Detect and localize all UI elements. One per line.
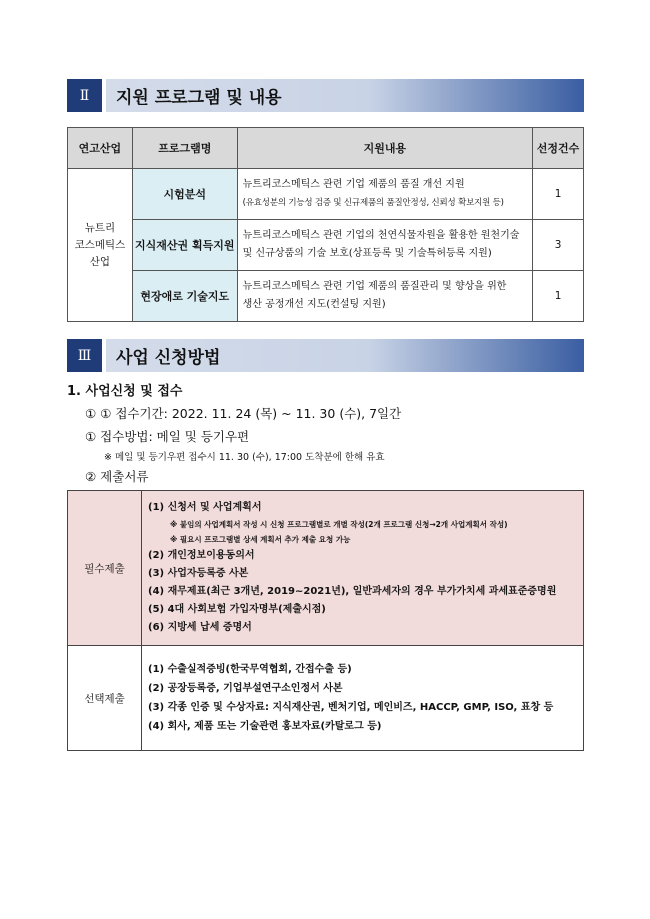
list-item: (1) 신청서 및 사업계획서 <box>148 502 262 513</box>
selection-count: 1 <box>533 271 584 322</box>
program-description: 뉴트리코스메틱스 관련 기업 제품의 품질 개선 지원 (유효성분의 기능성 검증 및 신규제품의 품질안정성, 신뢰성 확보지원 등) <box>237 169 532 220</box>
documents-table <box>67 490 584 751</box>
selection-count: 3 <box>533 220 584 271</box>
column-header: 선정건수 <box>533 128 584 169</box>
category-cell: 필수제출 <box>68 491 142 646</box>
program-description: 뉴트리코스메틱스 관련 기업 제품의 품질관리 및 향상을 위한 생산 공정개선 지도(컨설팅 지원) <box>237 271 532 322</box>
program-table <box>67 127 584 322</box>
application-method: ① 접수방법: 메일 및 등기우편 <box>85 429 250 444</box>
list-item: (3) 사업자등록증 사본 <box>148 568 249 579</box>
method-note: ※ 메일 및 등기우편 접수시 11. 30 (수), 17:00 도착분에 한해 유효 <box>104 452 385 463</box>
section-title: 지원 프로그램 및 내용 <box>106 79 584 112</box>
application-period: ① ① 접수기간: 2022. 11. 24 (목) ~ 11. 30 (수), 7일간 <box>85 406 402 421</box>
column-header: 프로그램명 <box>132 128 237 169</box>
list-item: (5) 4대 사회보험 가입자명부(제출시점) <box>148 604 326 615</box>
list-item: (1) 수출실적증빙(한국무역협회, 간접수출 등) <box>148 664 352 675</box>
section-header-3 <box>67 339 584 372</box>
category-cell: 선택제출 <box>68 646 142 751</box>
industry-cell: 뉴트리 코스메틱스 산업 <box>68 169 133 322</box>
table-row <box>68 491 584 646</box>
program-description: 뉴트리코스메틱스 관련 기업의 천연식물자원을 활용한 원천기술 및 신규상품의 기술 보호(상표등록 및 기술특허등록 지원) <box>237 220 532 271</box>
table-row <box>68 220 584 271</box>
program-name: 지식재산권 획득지원 <box>132 220 237 271</box>
table-row <box>68 169 584 220</box>
subsection-heading: 1. 사업신청 및 접수 <box>67 384 183 399</box>
list-note: ※ 붙임의 사업계획서 작성 시 신청 프로그램별로 개별 작성(2개 프로그램 신청→2개 사업계획서 작성) <box>170 520 508 529</box>
section-title: 사업 신청방법 <box>106 339 584 372</box>
list-item: (6) 지방세 납세 증명서 <box>148 622 252 633</box>
optional-docs-list <box>142 646 584 751</box>
program-name: 현장애로 기술지도 <box>132 271 237 322</box>
documents-label: ② 제출서류 <box>85 469 149 484</box>
list-item: (4) 회사, 제품 또는 기술관련 홍보자료(카탈로그 등) <box>148 721 382 732</box>
selection-count: 1 <box>533 169 584 220</box>
program-name: 시험분석 <box>132 169 237 220</box>
list-item: (2) 개인정보이용동의서 <box>148 550 255 561</box>
column-header: 연고산업 <box>68 128 133 169</box>
list-item: (4) 재무제표(최근 3개년, 2019~2021년), 일반과세자의 경우 부가가치세 과세표준증명원 <box>148 586 557 597</box>
table-row <box>68 646 584 751</box>
table-header-row <box>68 128 584 169</box>
section-number: Ⅲ <box>67 339 102 372</box>
section-header-2 <box>67 79 584 112</box>
list-item: (2) 공장등록증, 기업부설연구소인정서 사본 <box>148 683 343 694</box>
required-docs-list <box>142 491 584 646</box>
list-note: ※ 필요시 프로그램별 상세 계획서 추가 제출 요청 가능 <box>170 535 351 544</box>
list-item: (3) 각종 인증 및 수상자료: 지식재산권, 벤처기업, 메인비즈, HACCP, GMP, ISO, 표창 등 <box>148 702 554 713</box>
section-number: Ⅱ <box>67 79 102 112</box>
column-header: 지원내용 <box>237 128 532 169</box>
table-row <box>68 271 584 322</box>
